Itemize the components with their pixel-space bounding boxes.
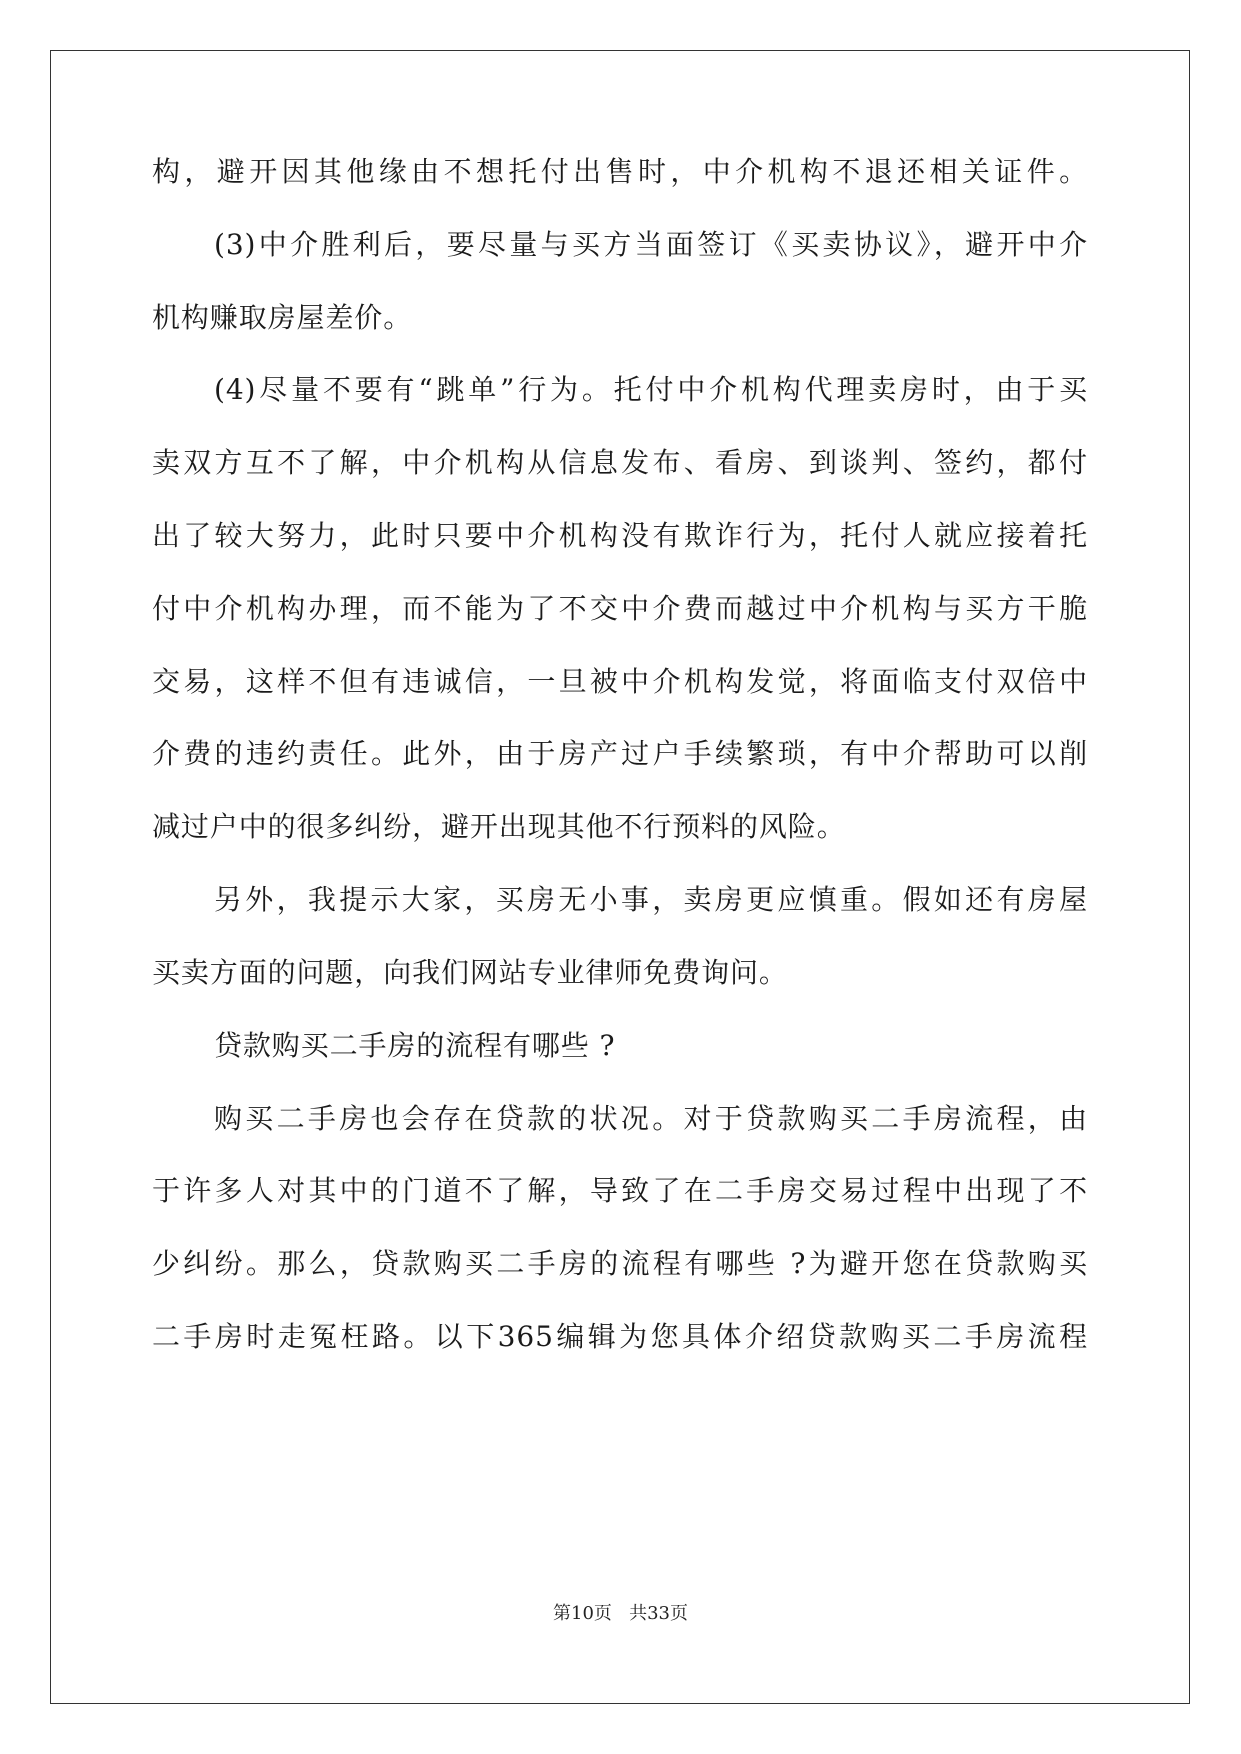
body-line: 另外，我提示大家，买房无小事，卖房更应慎重。假如还有房屋 — [214, 883, 1088, 916]
body-line: 构，避开因其他缘由不想托付出售时，中介机构不退还相关证件。 — [152, 155, 1088, 188]
body-line: 于许多人对其中的门道不了解，导致了在二手房交易过程中出现了不 — [152, 1174, 1088, 1207]
body-line: 购买二手房也会存在贷款的状况。对于贷款购买二手房流程，由 — [214, 1102, 1088, 1135]
body-line: 交易，这样不但有违诚信，一旦被中介机构发觉，将面临支付双倍中 — [152, 665, 1088, 698]
body-line: 减过户中的很多纠纷，避开出现其他不行预料的风险。 — [152, 810, 846, 843]
body-line: 付中介机构办理，而不能为了不交中介费而越过中介机构与买方干脆 — [152, 592, 1088, 625]
page-footer — [0, 1602, 1241, 1626]
body-line: 买卖方面的问题，向我们网站专业律师免费询问。 — [152, 956, 788, 989]
body-line: 机构赚取房屋差价。 — [152, 301, 413, 334]
page-total: 共33页 — [629, 1603, 688, 1624]
body-line: (3)中介胜利后，要尽量与买方当面签订《买卖协议》，避开中介 — [214, 228, 1088, 261]
body-line: 少纠纷。那么，贷款购买二手房的流程有哪些 ?为避开您在贷款购买 — [152, 1247, 1088, 1280]
body-line: 卖双方互不了解，中介机构从信息发布、看房、到谈判、签约，都付 — [152, 446, 1088, 479]
body-line: 二手房时走冤枉路。以下365编辑为您具体介绍贷款购买二手房流程 — [152, 1320, 1088, 1353]
page-number: 第10页 — [553, 1603, 612, 1624]
body-line: 介费的违约责任。此外，由于房产过户手续繁琐，有中介帮助可以削 — [152, 737, 1088, 770]
body-line: (4)尽量不要有“跳单”行为。托付中介机构代理卖房时，由于买 — [214, 373, 1088, 406]
section-heading: 贷款购买二手房的流程有哪些 ? — [214, 1029, 616, 1062]
body-line: 出了较大努力，此时只要中介机构没有欺诈行为，托付人就应接着托 — [152, 519, 1088, 552]
